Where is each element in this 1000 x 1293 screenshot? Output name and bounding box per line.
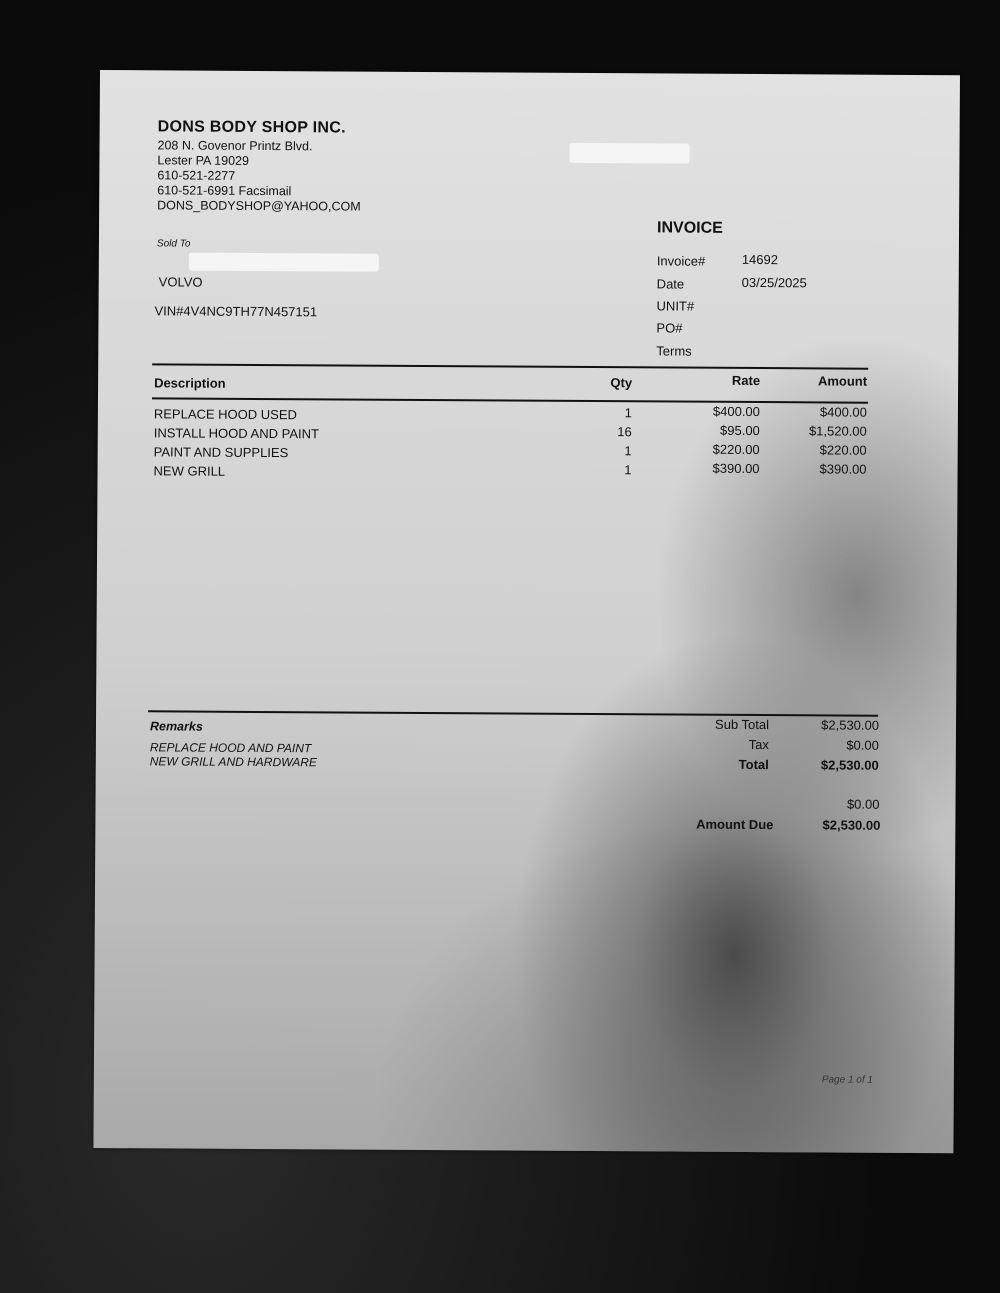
line-item-rate: $390.00	[712, 460, 760, 477]
vehicle-vin: VIN#4V4NC9TH77N457151	[154, 303, 318, 320]
company-address-line2: Lester PA 19029	[157, 153, 250, 168]
column-header-amount: Amount	[817, 373, 868, 389]
line-item-amount: $390.00	[819, 461, 867, 477]
table-bottom-rule	[148, 710, 878, 716]
invoice-number: 14692	[741, 251, 779, 268]
company-phone: 610-521-2277	[157, 168, 236, 183]
remarks-title: Remarks	[149, 719, 203, 734]
column-header-rate: Rate	[731, 372, 761, 389]
amount-due-value: $2,530.00	[822, 817, 881, 833]
invoice-date: 03/25/2025	[741, 274, 807, 291]
line-item-amount: $1,520.00	[808, 423, 867, 439]
customer-name: VOLVO	[158, 274, 203, 290]
tax-label: Tax	[748, 736, 769, 753]
tax-value: $0.00	[846, 737, 879, 753]
line-item-description: INSTALL HOOD AND PAINT	[153, 425, 320, 442]
subtotal-label: Sub Total	[715, 716, 770, 733]
company-email: DONS_BODYSHOP@YAHOO,COM	[157, 198, 361, 214]
amount-due-label: Amount Due	[696, 816, 774, 833]
redaction-mark	[189, 253, 379, 272]
line-item-qty: 16	[617, 424, 632, 440]
column-header-qty: Qty	[610, 375, 633, 391]
line-item-qty: 1	[624, 405, 632, 421]
company-address-line1: 208 N. Govenor Printz Blvd.	[157, 138, 313, 154]
line-item-amount: $400.00	[819, 404, 867, 420]
remarks-line: NEW GRILL AND HARDWARE	[149, 754, 317, 770]
invoice-number-label: Invoice#	[656, 253, 706, 269]
line-item-description: REPLACE HOOD USED	[153, 406, 297, 423]
line-item-qty: 1	[624, 443, 632, 459]
line-item-rate: $220.00	[712, 441, 760, 458]
invoice-date-label: Date	[656, 276, 685, 292]
subtotal-value: $2,530.00	[821, 717, 880, 733]
line-item-description: NEW GRILL	[153, 463, 226, 479]
table-header-rule	[152, 397, 868, 403]
line-item-description: PAINT AND SUPPLIES	[153, 444, 289, 461]
terms-label: Terms	[656, 343, 692, 359]
total-label: Total	[738, 756, 769, 773]
unit-label: UNIT#	[656, 298, 695, 314]
column-header-description: Description	[154, 375, 226, 391]
po-label: PO#	[656, 320, 683, 336]
invoice-title: INVOICE	[656, 219, 723, 237]
invoice-page	[93, 70, 960, 1153]
company-name: DONS BODY SHOP INC.	[157, 118, 346, 137]
sold-to-label: Sold To	[156, 238, 191, 250]
payments-value: $0.00	[846, 796, 880, 812]
line-item-qty: 1	[624, 462, 632, 478]
line-item-rate: $400.00	[712, 403, 760, 420]
total-value: $2,530.00	[820, 757, 879, 773]
line-item-amount: $220.00	[819, 442, 867, 458]
remarks-line: REPLACE HOOD AND PAINT	[149, 740, 312, 756]
company-fax: 610-521-6991 Facsimail	[157, 183, 292, 199]
line-item-rate: $95.00	[719, 422, 760, 439]
redaction-mark	[569, 143, 689, 164]
page-number: Page 1 of 1	[821, 1074, 874, 1086]
table-top-rule	[152, 363, 868, 369]
